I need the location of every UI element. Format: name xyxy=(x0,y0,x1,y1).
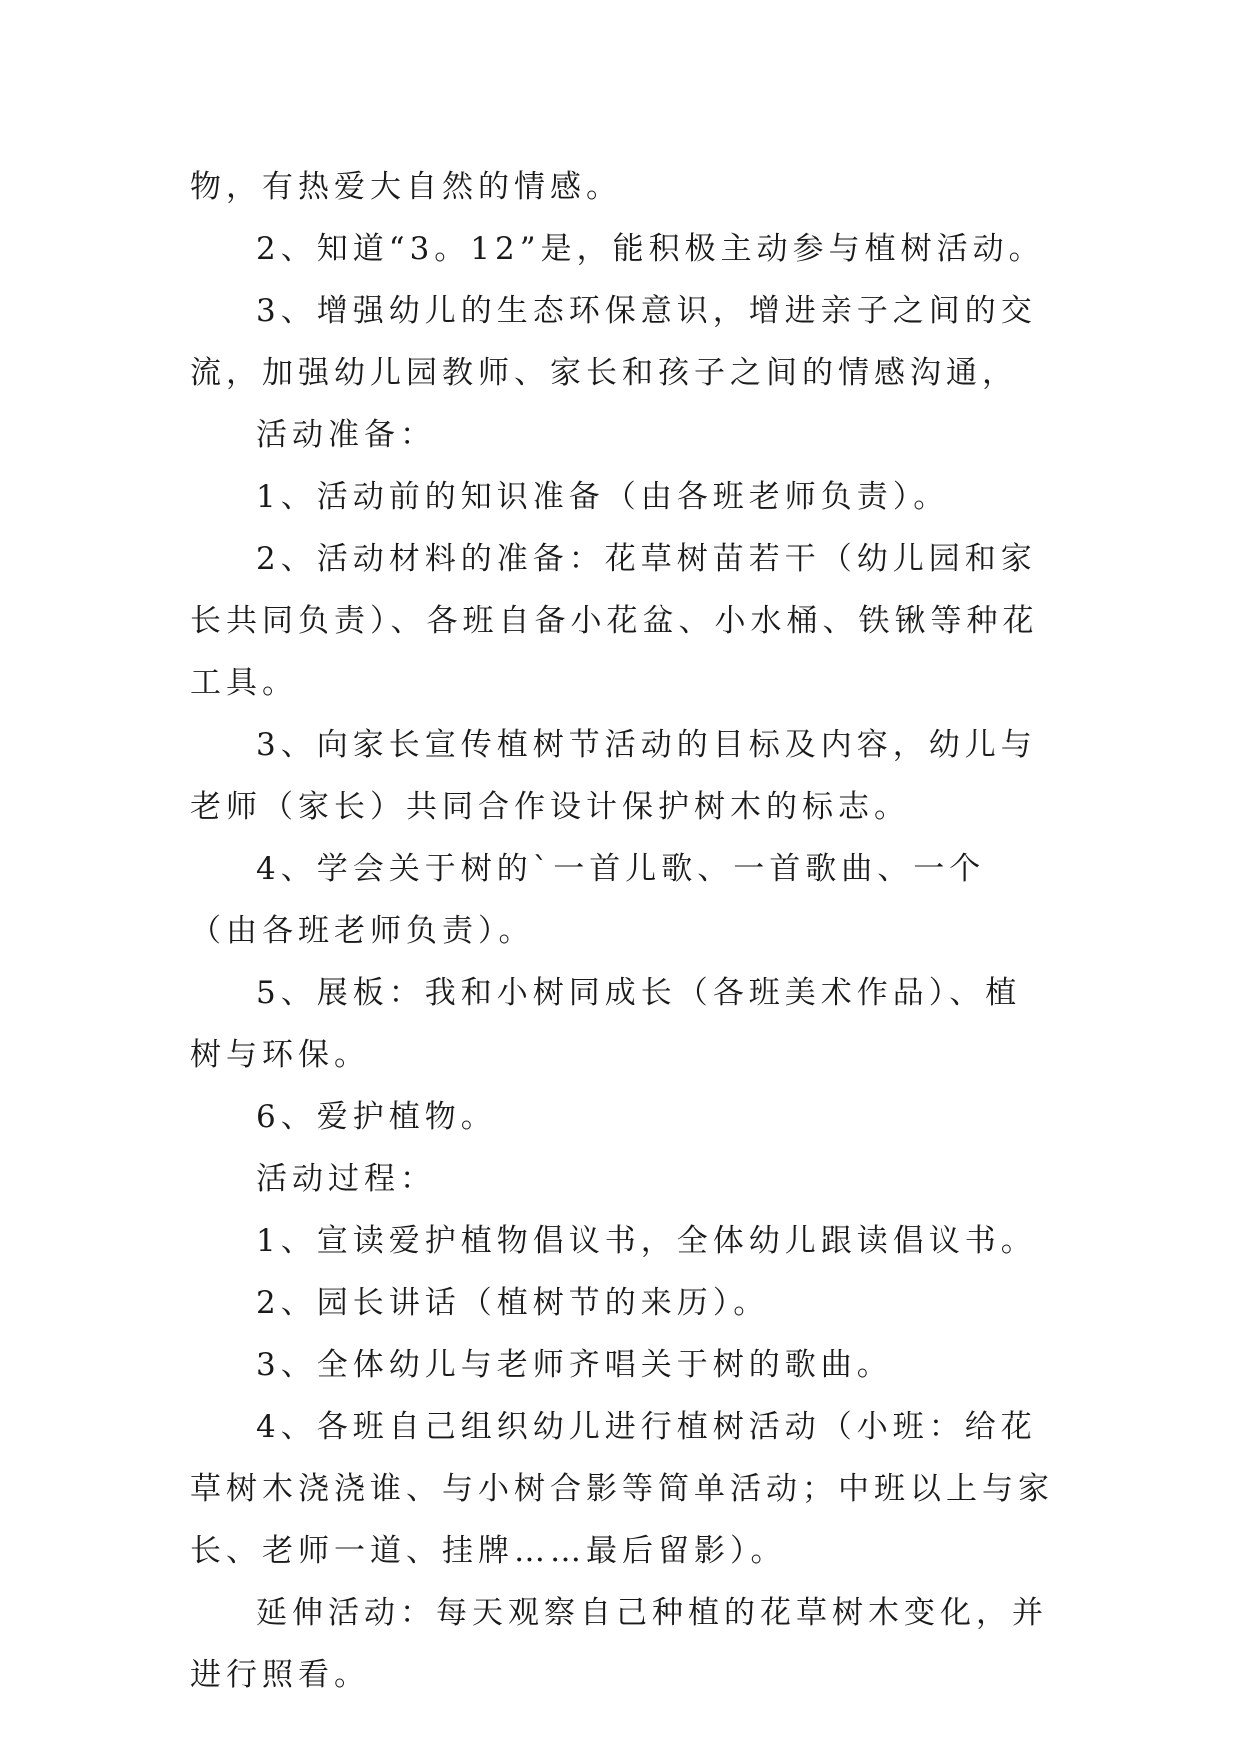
section-heading-process: 活动过程： xyxy=(256,1161,436,1197)
paragraph-9: 5、展板：我和小树同成长（各班美术作品）、植树与环保。 xyxy=(190,975,1022,1073)
document-body xyxy=(190,156,1055,1706)
paragraph-10: 6、爱护植物。 xyxy=(256,1099,497,1135)
paragraph-13: 2、园长讲话（植树节的来历）。 xyxy=(256,1285,770,1321)
paragraph-1: 物，有热爱大自然的情感。 xyxy=(190,169,622,205)
paragraph-2: 2、知道“3。12”是，能积极主动参与植树活动。 xyxy=(256,231,1045,267)
paragraph-6: 2、活动材料的准备：花草树苗若干（幼儿园和家长共同负责）、各班自备小花盆、小水桶、铁锹等种花工具。 xyxy=(190,541,1039,701)
paragraph-12: 1、宣读爱护植物倡议书，全体幼儿跟读倡议书。 xyxy=(256,1223,1037,1259)
paragraph-15: 4、各班自己组织幼儿进行植树活动（小班：给花草树木浇浇谁、与小树合影等简单活动；中班以上与家长、老师一道、挂牌……最后留影）。 xyxy=(190,1409,1054,1569)
paragraph-extension: 延伸活动：每天观察自己种植的花草树木变化，并进行照看。 xyxy=(190,1595,1048,1693)
paragraph-7: 3、向家长宣传植树节活动的目标及内容，幼儿与老师（家长）共同合作设计保护树木的标志。 xyxy=(190,727,1037,825)
paragraph-3: 3、增强幼儿的生态环保意识，增进亲子之间的交流，加强幼儿园教师、家长和孩子之间的情感沟通， xyxy=(190,293,1037,391)
paragraph-8: 4、学会关于树的`一首儿歌、一首歌曲、一个（由各班老师负责）。 xyxy=(190,851,986,949)
paragraph-14: 3、全体幼儿与老师齐唱关于树的歌曲。 xyxy=(256,1347,893,1383)
section-heading-preparation: 活动准备： xyxy=(256,417,436,453)
paragraph-5: 1、活动前的知识准备（由各班老师负责）。 xyxy=(256,479,950,515)
